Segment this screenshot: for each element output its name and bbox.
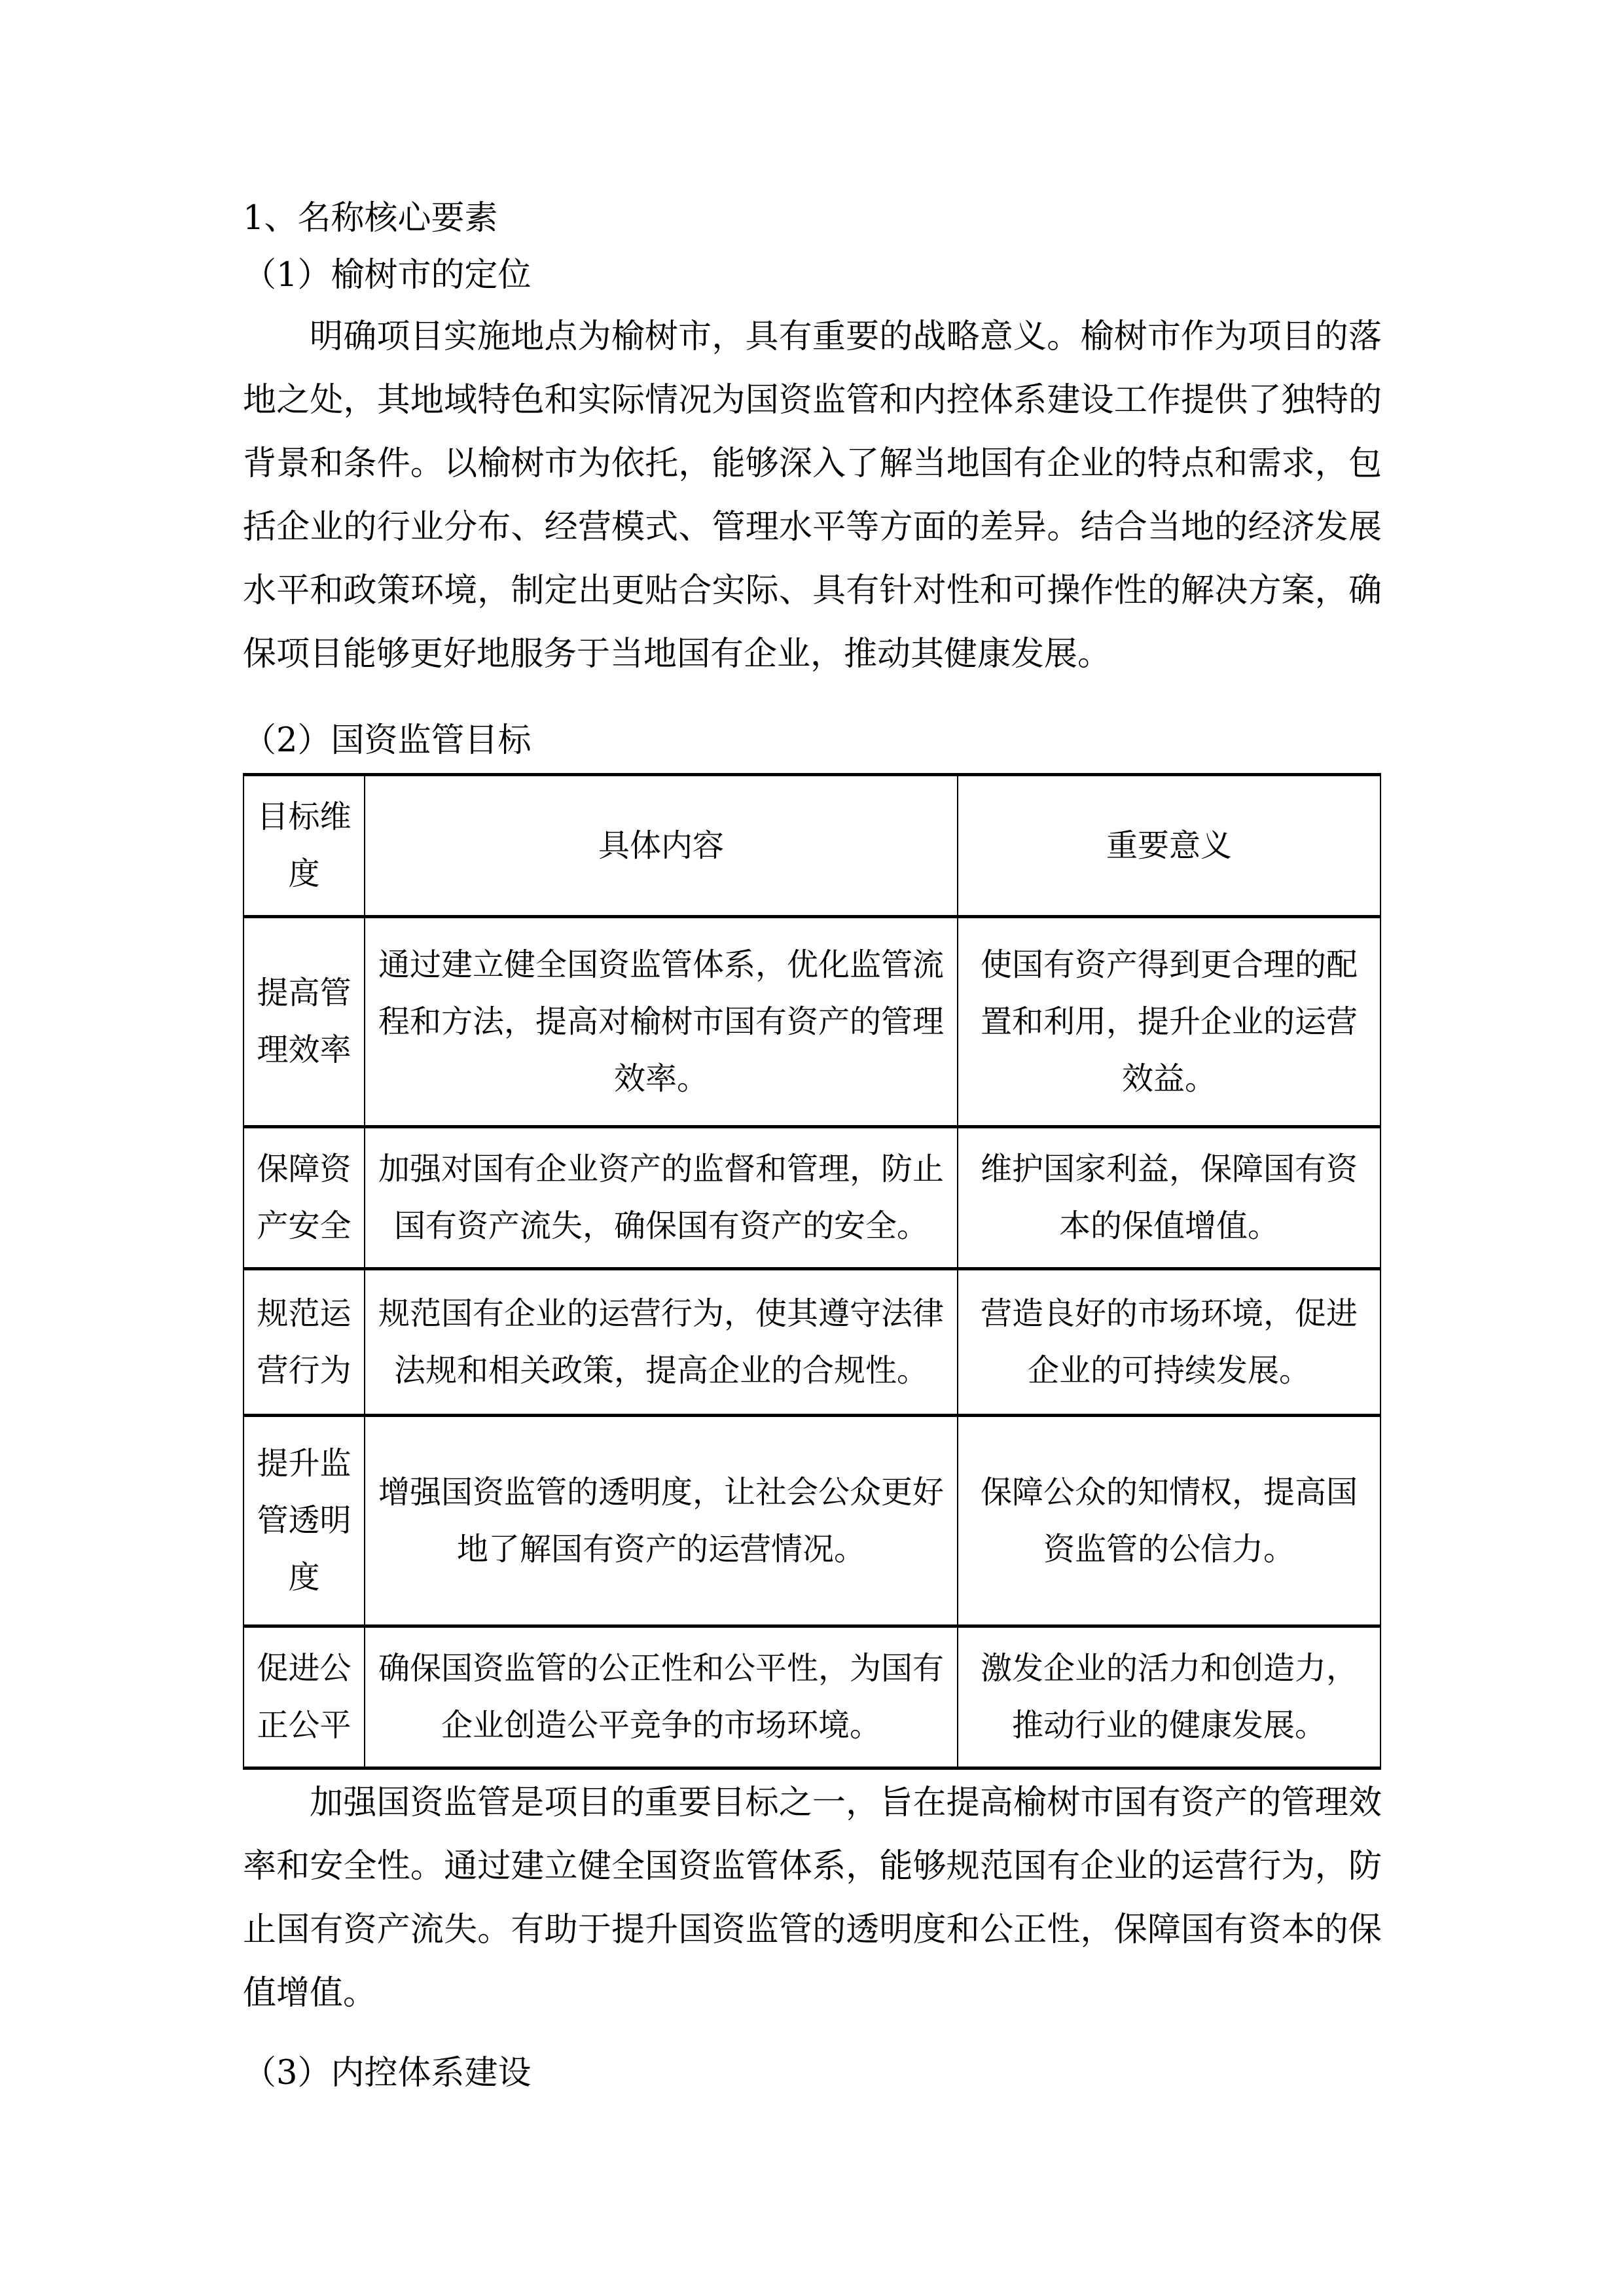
table-row <box>244 1269 1380 1416</box>
cell-significance: 维护国家利益，保障国有资本的保值增值。 <box>958 1127 1380 1269</box>
subsection-heading-internal-control: （3）内控体系建设 <box>243 2054 532 2092</box>
cell-dimension: 规范运营行为 <box>244 1269 365 1416</box>
subsection-heading-yushu-positioning: （1）榆树市的定位 <box>243 256 532 295</box>
document-content <box>243 0 1382 2102</box>
cell-dimension: 促进公正公平 <box>244 1626 365 1768</box>
section-heading: 1、名称核心要素 <box>243 199 498 238</box>
cell-content: 加强对国有企业资产的监督和管理，防止国有资产流失，确保国有资产的安全。 <box>365 1127 958 1269</box>
paragraph-supervision-summary: 加强国资监管是项目的重要目标之一，旨在提高榆树市国有资产的管理效率和安全性。通过建立健全国资监管体系，能够规范国有企业的运营行为，防止国有资产流失。有助于提升国资监管的透明度和公正性，保障国有资本的保值增值。 <box>243 1784 1382 2013</box>
table-row <box>244 1127 1380 1269</box>
cell-significance: 激发企业的活力和创造力，推动行业的健康发展。 <box>958 1626 1380 1768</box>
paragraph-yushu-positioning: 明确项目实施地点为榆树市，具有重要的战略意义。榆树市作为项目的落地之处，其地域特色和实际情况为国资监管和内控体系建设工作提供了独特的背景和条件。以榆树市为依托，能够深入了解当地国有企业的特点和需求，包括企业的行业分布、经营模式、管理水平等方面的差异。结合当地的经济发展水平和政策环境，制定出更贴合实际、具有针对性和可操作性的解决方案，确保项目能够更好地服务于当地国有企业，推动其健康发展。 <box>243 317 1382 673</box>
table-header-significance: 重要意义 <box>958 775 1380 917</box>
cell-dimension: 保障资产安全 <box>244 1127 365 1269</box>
supervision-goals-table <box>243 773 1381 1770</box>
cell-significance: 保障公众的知情权，提高国资监管的公信力。 <box>958 1416 1380 1626</box>
cell-content: 确保国资监管的公正性和公平性，为国有企业创造公平竞争的市场环境。 <box>365 1626 958 1768</box>
cell-content: 通过建立健全国资监管体系，优化监管流程和方法，提高对榆树市国有资产的管理效率。 <box>365 917 958 1127</box>
table-row <box>244 1416 1380 1626</box>
table-header-row <box>244 775 1380 917</box>
table-header-dimension: 目标维度 <box>244 775 365 917</box>
cell-dimension: 提高管理效率 <box>244 917 365 1127</box>
table-row <box>244 917 1380 1127</box>
table-row <box>244 1626 1380 1768</box>
cell-dimension: 提升监管透明度 <box>244 1416 365 1626</box>
cell-significance: 使国有资产得到更合理的配置和利用，提升企业的运营效益。 <box>958 917 1380 1127</box>
cell-content: 规范国有企业的运营行为，使其遵守法律法规和相关政策，提高企业的合规性。 <box>365 1269 958 1416</box>
cell-significance: 营造良好的市场环境，促进企业的可持续发展。 <box>958 1269 1380 1416</box>
subsection-heading-supervision-goals: （2）国资监管目标 <box>243 721 532 760</box>
table-header-content: 具体内容 <box>365 775 958 917</box>
cell-content: 增强国资监管的透明度，让社会公众更好地了解国有资产的运营情况。 <box>365 1416 958 1626</box>
